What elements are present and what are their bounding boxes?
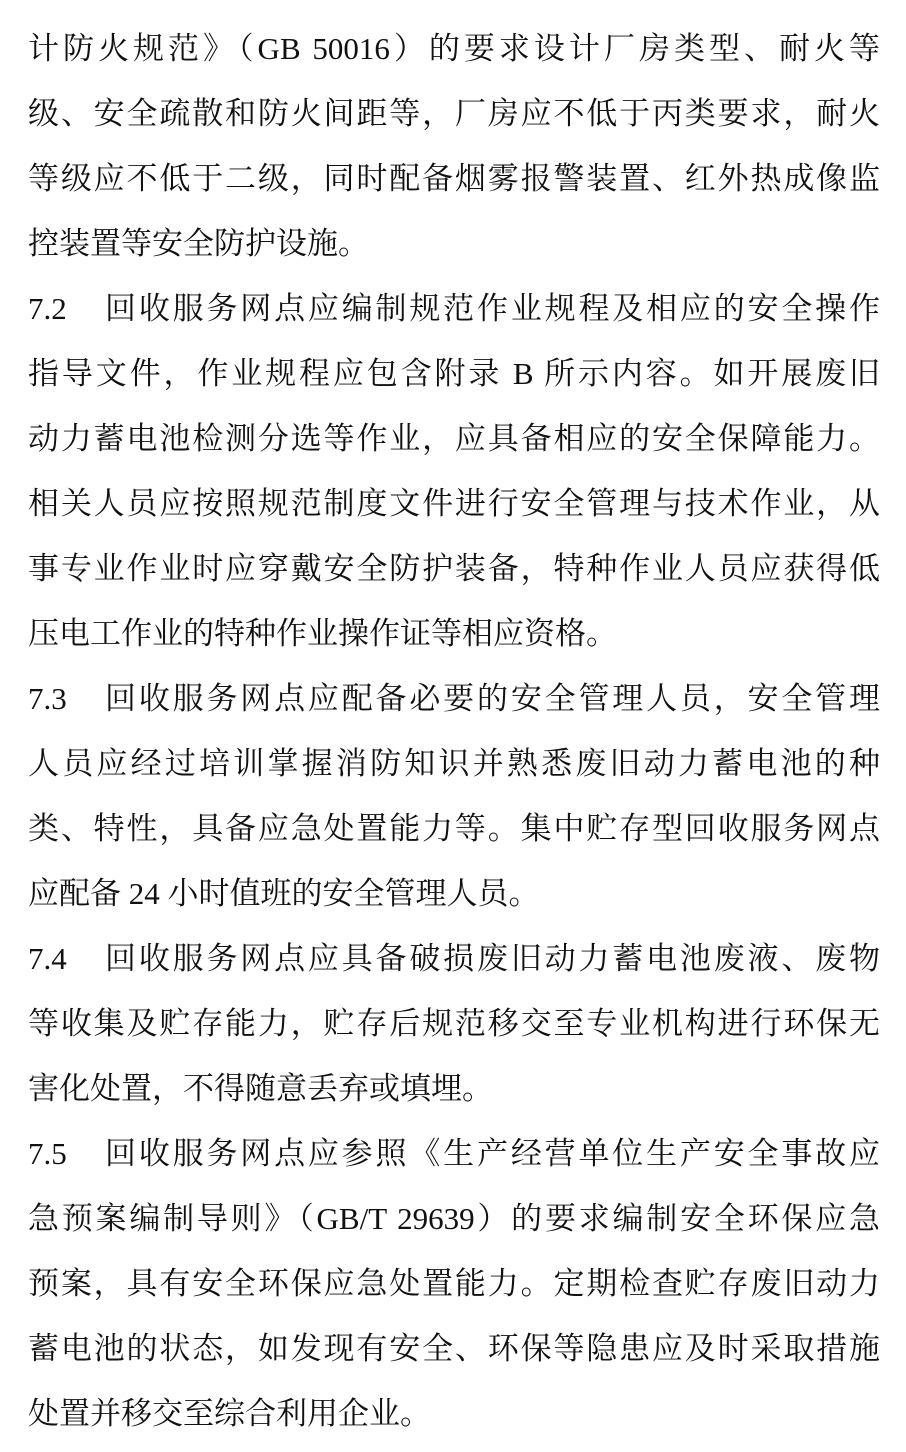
clause-number: 7.4 xyxy=(28,941,67,976)
text-line: 相关人员应按照规范制度文件进行安全管理与技术作业，从 xyxy=(28,486,880,521)
text-line: 蓄电池的状态，如发现有安全、环保等隐患应及时采取措施 xyxy=(28,1331,880,1366)
text-line: 动力蓄电池检测分选等作业，应具备相应的安全保障能力。 xyxy=(28,421,880,456)
text-line: 等级应不低于二级，同时配备烟雾报警装置、红外热成像监 xyxy=(28,161,880,196)
clause-number: 7.2 xyxy=(28,291,67,326)
text-line: 指导文件，作业规程应包含附录 B 所示内容。如开展废旧 xyxy=(28,356,880,391)
text-line: 控装置等安全防护设施。 xyxy=(28,226,369,261)
text-line: 处置并移交至综合利用企业。 xyxy=(28,1396,431,1431)
clause-number: 7.5 xyxy=(28,1136,67,1171)
text-line: 类、特性，具备应急处置能力等。集中贮存型回收服务网点 xyxy=(28,811,880,846)
clause-number: 7.3 xyxy=(28,681,67,716)
clause-first-line xyxy=(28,1121,880,1186)
paragraph-clause-7-2 xyxy=(28,276,880,666)
paragraph-continuation xyxy=(28,16,880,276)
paragraph-clause-7-4 xyxy=(28,926,880,1121)
text-line: 计防火规范》（GB 50016）的要求设计厂房类型、耐火等 xyxy=(28,31,880,66)
text-line: 等收集及贮存能力，贮存后规范移交至专业机构进行环保无 xyxy=(28,1006,880,1041)
text-line: 人员应经过培训掌握消防知识并熟悉废旧动力蓄电池的种 xyxy=(28,746,880,781)
document-page xyxy=(28,16,880,1446)
clause-first-line xyxy=(28,666,880,731)
text-line: 应配备 24 小时值班的安全管理人员。 xyxy=(28,876,540,911)
text-line: 急预案编制导则》（GB/T 29639）的要求编制安全环保应急 xyxy=(28,1201,880,1236)
text-line: 回收服务网点应编制规范作业规程及相应的安全操作 xyxy=(105,291,880,326)
text-line: 回收服务网点应具备破损废旧动力蓄电池废液、废物 xyxy=(105,941,880,976)
text-line: 级、安全疏散和防火间距等，厂房应不低于丙类要求，耐火 xyxy=(28,96,880,131)
text-line: 压电工作业的特种作业操作证等相应资格。 xyxy=(28,616,617,651)
text-line: 回收服务网点应参照《生产经营单位生产安全事故应 xyxy=(105,1136,880,1171)
text-line: 预案，具有安全环保应急处置能力。定期检查贮存废旧动力 xyxy=(28,1266,880,1301)
text-line: 回收服务网点应配备必要的安全管理人员，安全管理 xyxy=(105,681,880,716)
text-line: 害化处置，不得随意丢弃或填埋。 xyxy=(28,1071,493,1106)
paragraph-clause-7-5 xyxy=(28,1121,880,1446)
text-line: 事专业作业时应穿戴安全防护装备，特种作业人员应获得低 xyxy=(28,551,880,586)
paragraph-clause-7-3 xyxy=(28,666,880,926)
clause-first-line xyxy=(28,276,880,341)
clause-first-line xyxy=(28,926,880,991)
